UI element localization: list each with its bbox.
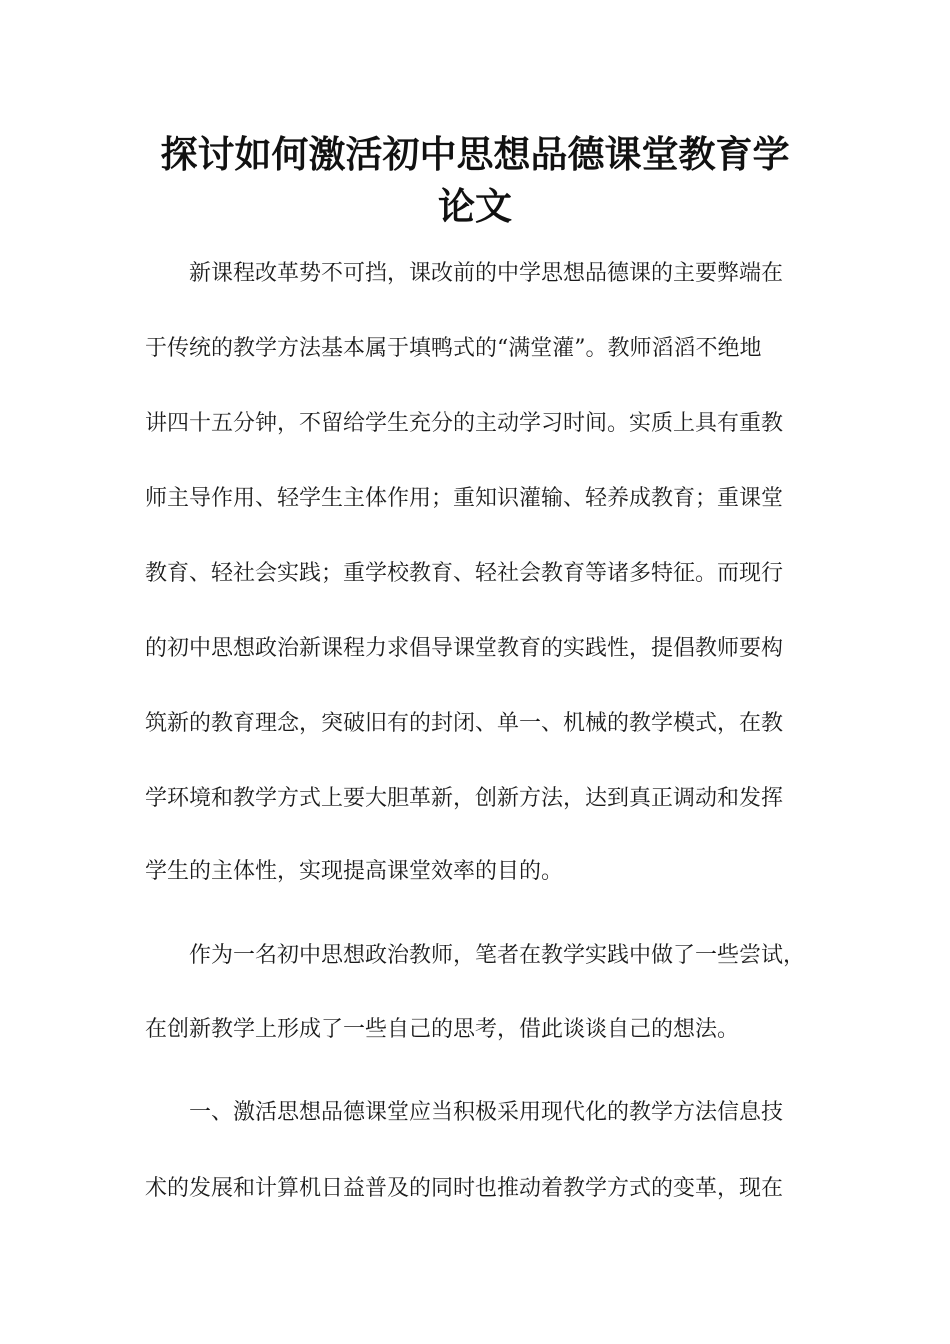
paragraph-line: 学生的主体性，实现提高课堂效率的目的。 [145, 859, 564, 884]
paragraph-line: 筑新的教育理念，突破旧有的封闭、单一、机械的教学模式，在教 [145, 711, 784, 736]
document-title-line-2: 论文 [438, 185, 512, 228]
paragraph-line: 在创新教学上形成了一些自己的思考，借此谈谈自己的想法。 [145, 1017, 740, 1042]
paragraph-line: 教育、轻社会实践；重学校教育、轻社会教育等诸多特征。而现行 [145, 561, 784, 586]
paragraph-line: 术的发展和计算机日益普及的同时也推动着教学方式的变革，现在 [145, 1176, 784, 1201]
paragraph-line: 讲四十五分钟，不留给学生充分的主动学习时间。实质上具有重教 [145, 411, 784, 436]
paragraph-line: 一、激活思想品德课堂应当积极采用现代化的教学方法信息技 [189, 1100, 784, 1125]
paragraph-line: 师主导作用、轻学生主体作用；重知识灌输、轻养成教育；重课堂 [145, 486, 784, 511]
paragraph-line: 作为一名初中思想政治教师，笔者在教学实践中做了一些尝试， [189, 943, 806, 968]
document-title-line-1: 探讨如何激活初中思想品德课堂教育学 [160, 133, 790, 176]
paragraph-line: 学环境和教学方式上要大胆革新，创新方法，达到真正调动和发挥 [145, 786, 784, 811]
paragraph-line: 的初中思想政治新课程力求倡导课堂教育的实践性，提倡教师要构 [145, 636, 784, 661]
paragraph-line: 于传统的教学方法基本属于填鸭式的“满堂灌”。教师滔滔不绝地 [145, 336, 762, 361]
paragraph-line: 新课程改革势不可挡，课改前的中学思想品德课的主要弊端在 [189, 261, 784, 286]
